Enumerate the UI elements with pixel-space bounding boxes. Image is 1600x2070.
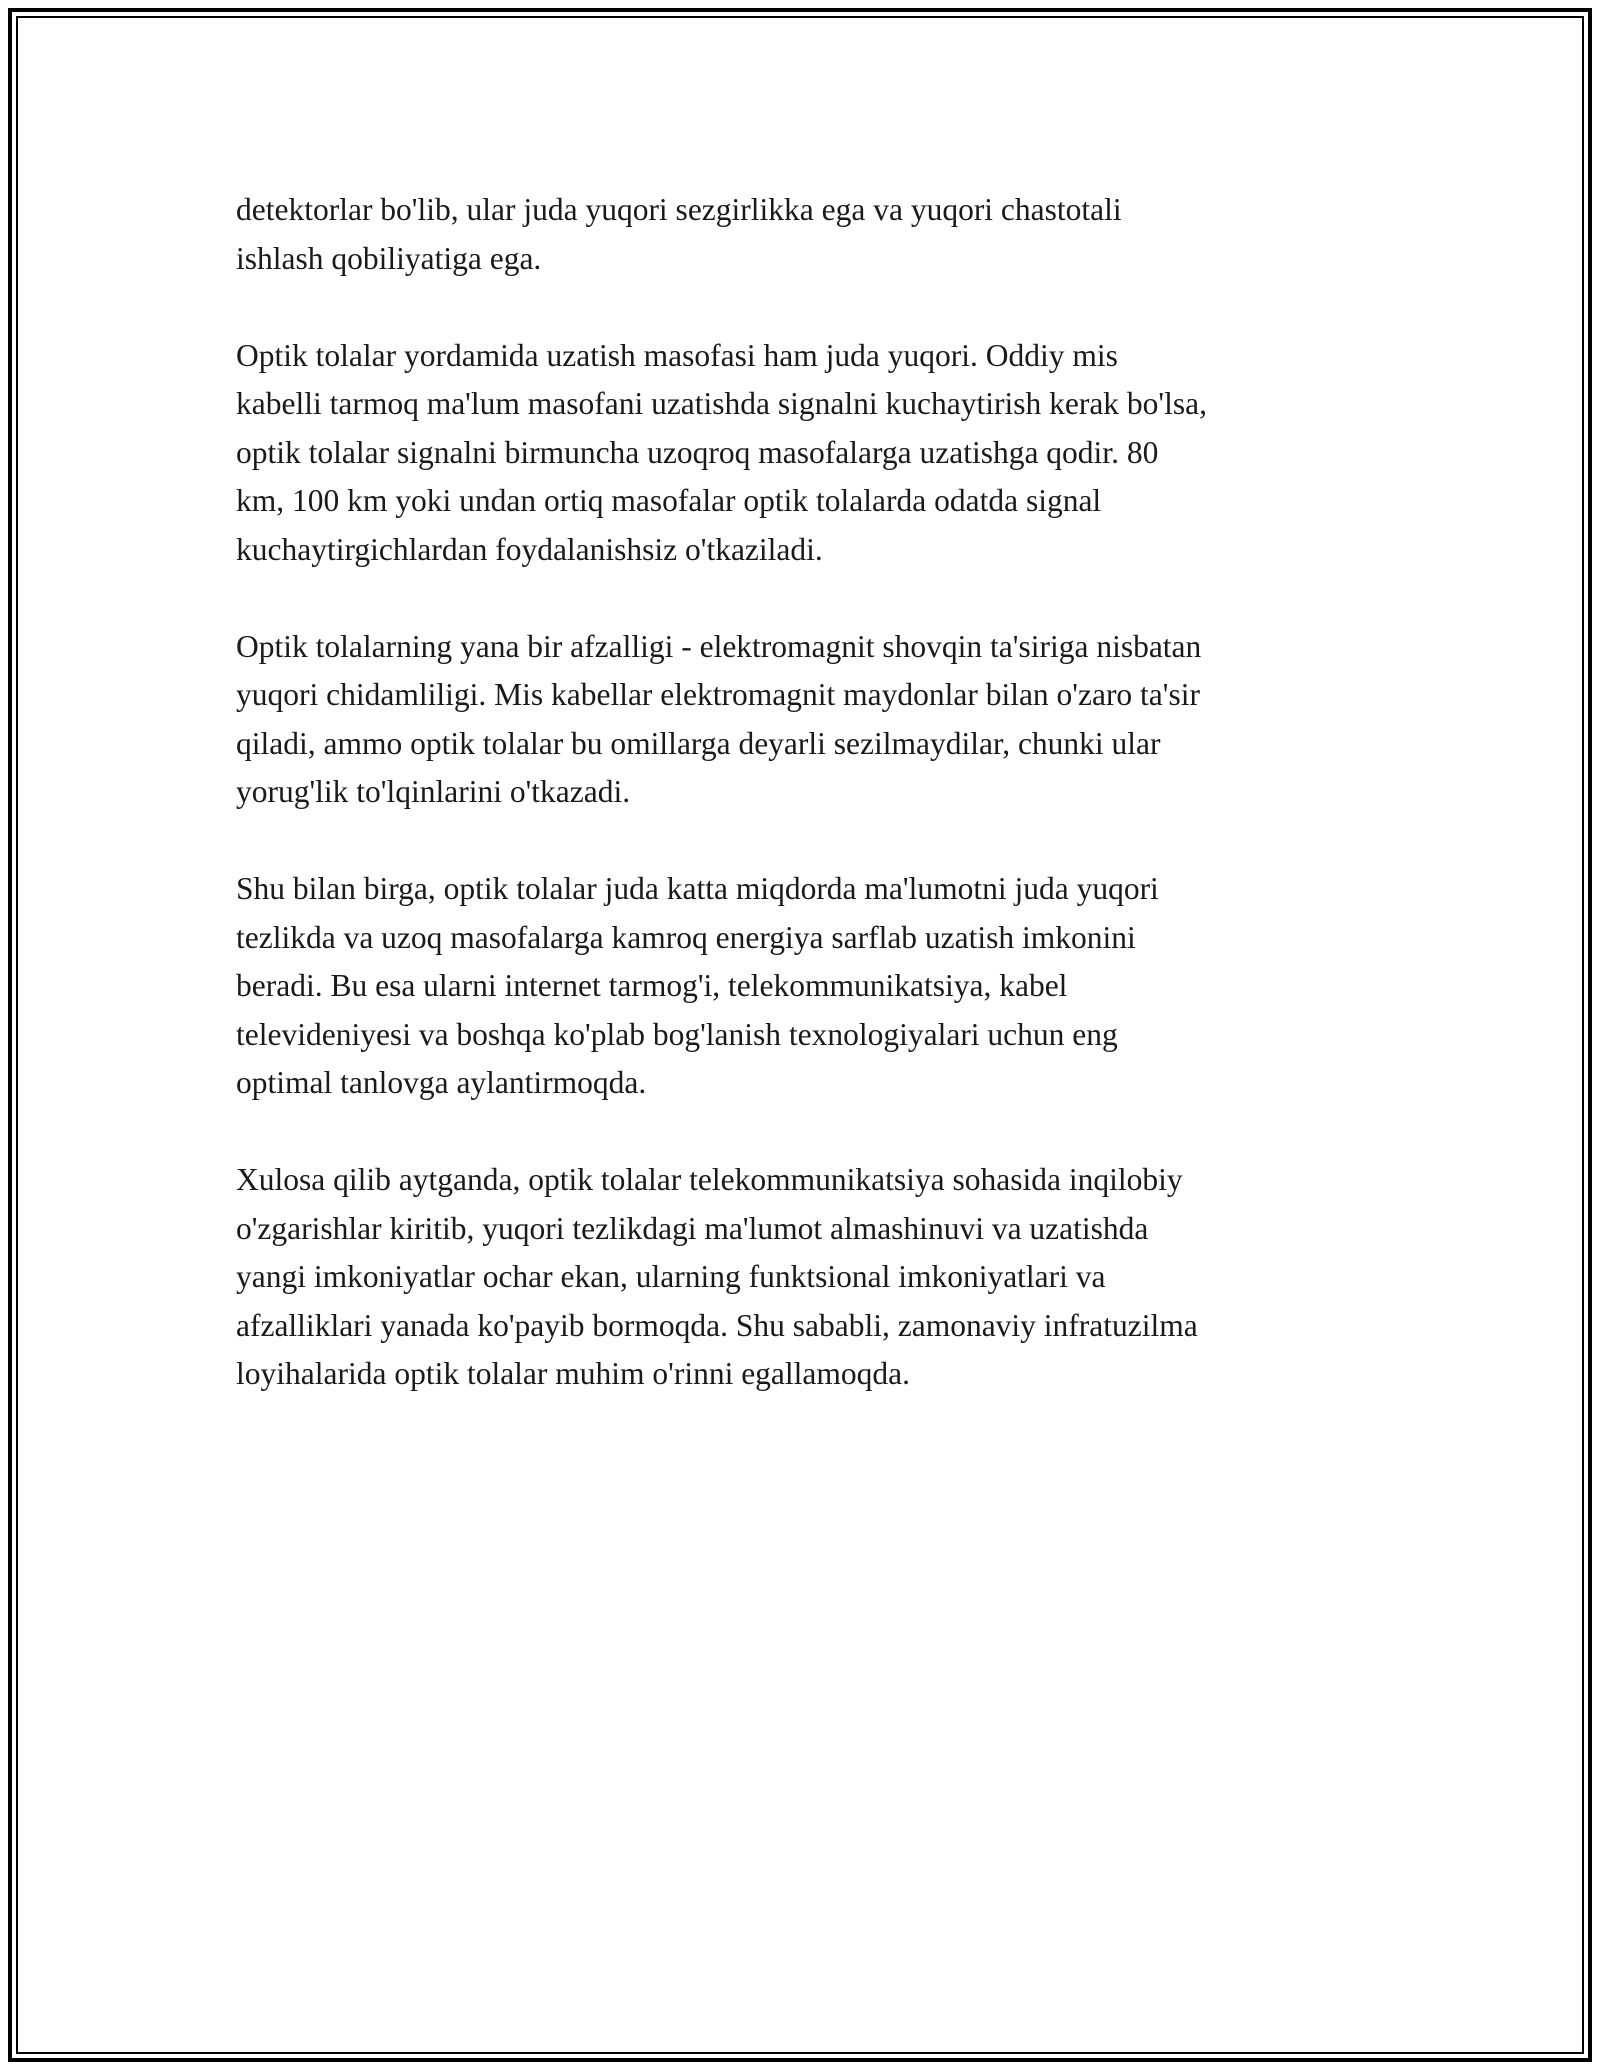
text-line: Optik tolalarning yana bir afzalligi - elektromagnit shovqin ta'siriga nisbatan (236, 628, 1202, 664)
paragraph-3 (236, 623, 1376, 817)
text-line: Shu bilan birga, optik tolalar juda katta miqdorda ma'lumotni juda yuqori (236, 871, 1159, 906)
text-line: loyihalarida optik tolalar muhim o'rinni egallamoqda. (236, 1356, 911, 1391)
paragraph-1 (236, 186, 1376, 283)
text-line: beradi. Bu esa ularni internet tarmog'i, telekommunikatsiya, kabel (236, 968, 1068, 1003)
text-line: optik tolalar signalni birmuncha uzoqroq masofalarga uzatishga qodir. 80 (236, 434, 1159, 470)
paragraph-4 (236, 865, 1376, 1108)
text-line: optimal tanlovga aylantirmoqda. (236, 1065, 647, 1100)
text-line: yuqori chidamliligi. Mis kabellar elektromagnit maydonlar bilan o'zaro ta'sir (236, 677, 1200, 712)
text-line: ishlash qobiliyatiga ega. (236, 240, 542, 276)
text-line: km, 100 km yoki undan ortiq masofalar optik tolalarda odatda signal (236, 483, 1102, 518)
text-line: qiladi, ammo optik tolalar bu omillarga deyarli sezilmaydilar, chunki ular (236, 725, 1161, 761)
paragraph-2 (236, 332, 1376, 575)
text-line: yangi imkoniyatlar ochar ekan, ularning funktsional imkoniyatlari va (236, 1259, 1106, 1294)
document-body (236, 186, 1376, 1447)
text-line: kabelli tarmoq ma'lum masofani uzatishda signalni kuchaytirish kerak bo'lsa, (236, 386, 1207, 421)
text-line: Xulosa qilib aytganda, optik tolalar telekommunikatsiya sohasida inqilobiy (236, 1162, 1183, 1197)
text-line: tezlikda va uzoq masofalarga kamroq energiya sarflab uzatish imkonini (236, 919, 1136, 955)
text-line: afzalliklari yanada ko'payib bormoqda. Shu sababli, zamonaviy infratuzilma (236, 1307, 1198, 1343)
text-line: yorug'lik to'lqinlarini o'tkazadi. (236, 774, 631, 809)
text-line: televideniyesi va boshqa ko'plab bog'lanish texnologiyalari uchun eng (236, 1016, 1118, 1052)
text-line: detektorlar bo'lib, ular juda yuqori sezgirlikka ega va yuqori chastotali (236, 192, 1122, 227)
paragraph-5 (236, 1156, 1376, 1399)
text-line: o'zgarishlar kiritib, yuqori tezlikdagi ma'lumot almashinuvi va uzatishda (236, 1210, 1149, 1246)
text-line: Optik tolalar yordamida uzatish masofasi ham juda yuqori. Oddiy mis (236, 337, 1118, 373)
text-line: kuchaytirgichlardan foydalanishsiz o'tkaziladi. (236, 531, 823, 567)
